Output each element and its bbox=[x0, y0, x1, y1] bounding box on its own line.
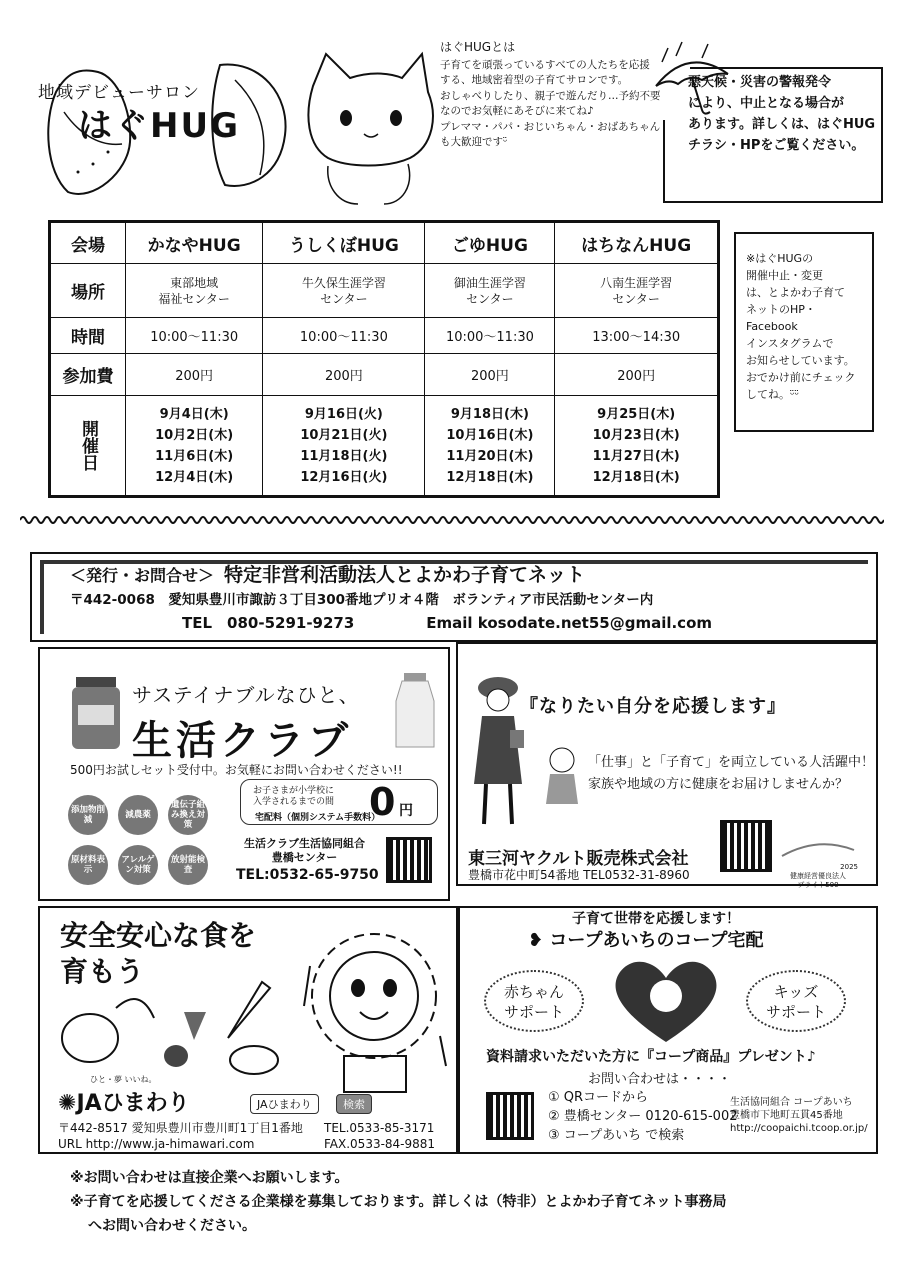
place-cell bbox=[425, 264, 555, 318]
place-cell bbox=[555, 264, 719, 318]
fee-cell: 200円 bbox=[425, 354, 555, 396]
date: 11月20日(木) bbox=[446, 448, 534, 464]
dates-cell bbox=[555, 396, 719, 497]
note-line: ※はぐHUGの bbox=[746, 252, 814, 265]
ja-address: 〒442-8517 愛知県豊川市豊川町1丁目1番地 bbox=[58, 1121, 303, 1135]
seikatsu-tel: TEL:0532-65-9750 bbox=[236, 867, 379, 883]
note-line: してね。ᵕ̈ᵕ̈ bbox=[746, 388, 800, 401]
date: 11月27日(木) bbox=[592, 448, 680, 464]
place-line: 東部地域 bbox=[170, 275, 219, 290]
coop-step: ② 豊橋センター 0120-615-002 bbox=[548, 1109, 738, 1124]
publisher-address: 〒442-0068 愛知県豊川市諏訪３丁目300番地プリオ４階 ボランティア市民活動センター内 bbox=[70, 592, 654, 608]
dates-cell bbox=[425, 396, 555, 497]
publisher-tel: TEL 080-5291-9273 bbox=[182, 614, 355, 632]
weather-line: チラシ・HPをご覧ください。 bbox=[688, 138, 865, 153]
ja-address-block bbox=[58, 1120, 303, 1152]
note-line: は、とよかわ子育て bbox=[746, 286, 845, 299]
yakult-address: 豊橋市花中町54番地 TEL0532-31-8960 bbox=[468, 868, 690, 882]
place-line: 御油生涯学習 bbox=[453, 275, 526, 290]
free-delivery-fee-label: 宅配料（個別システム手数料） bbox=[255, 813, 381, 823]
time-cell: 10:00〜11:30 bbox=[425, 318, 555, 354]
place-line: センター bbox=[612, 291, 660, 306]
badge-gmo: 遺伝子組み換え対策 bbox=[168, 795, 208, 835]
coop-step: ③ コープあいち で検索 bbox=[548, 1128, 685, 1143]
badge-ingredients: 原材料表示 bbox=[68, 845, 108, 885]
header-dates bbox=[50, 396, 126, 497]
bubble-line: サポート bbox=[503, 1003, 564, 1021]
dates-cell bbox=[126, 396, 263, 497]
about-line: する、地域密着型の子育てサロンです。 bbox=[440, 74, 629, 86]
date: 10月16日(木) bbox=[446, 427, 534, 443]
dates-cell bbox=[263, 396, 425, 497]
venue-goyu: ごゆHUG bbox=[425, 222, 555, 264]
fee-cell: 200円 bbox=[555, 354, 719, 396]
date: 9月18日(木) bbox=[450, 406, 529, 422]
footer-notes bbox=[70, 1166, 727, 1238]
coop-org-block bbox=[730, 1096, 868, 1135]
about-line: おしゃべりしたり、親子で遊んだり…予約不要 bbox=[440, 89, 661, 102]
about-line: 子育てを頑張っているすべての人たちを応援 bbox=[440, 58, 650, 71]
date: 12月16日(火) bbox=[300, 469, 388, 485]
about-line: なのでお気軽にあそびに来てね♪ bbox=[440, 105, 594, 117]
publisher-email: Email kosodate.net55@gmail.com bbox=[426, 614, 713, 632]
publisher-label: ＜発行・お問合せ＞ bbox=[70, 566, 215, 585]
table-row bbox=[50, 318, 719, 354]
weather-line: により、中止となる場合が bbox=[688, 96, 845, 111]
footer-line: へお問い合わせください。 bbox=[88, 1218, 256, 1234]
milk-bottle-illustration bbox=[390, 671, 440, 751]
date: 12月18日(木) bbox=[592, 469, 680, 485]
ad-ja-himawari bbox=[38, 906, 460, 1154]
footer-line: ※お問い合わせは直接企業へお願いします。 bbox=[70, 1170, 349, 1186]
ja-url: URL http://www.ja-himawari.com bbox=[58, 1137, 255, 1151]
note-line: おでかけ前にチェック bbox=[746, 371, 856, 384]
yakult-qr-code[interactable] bbox=[720, 820, 772, 872]
place-cell bbox=[126, 264, 263, 318]
place-line: 八南生涯学習 bbox=[600, 275, 673, 290]
ja-search-button[interactable]: 検索 bbox=[336, 1094, 372, 1114]
cert-year: 2025 bbox=[840, 863, 858, 871]
badge-radiation: 放射能検査 bbox=[168, 845, 208, 885]
free-line: 入学されるまでの間 bbox=[253, 797, 335, 807]
note-line: 開催中止・変更 bbox=[746, 269, 823, 282]
coop-inquiry: お問い合わせは・・・・ bbox=[588, 1072, 732, 1087]
note-line: ネットのHP・ bbox=[746, 303, 816, 316]
seikatsu-coop-name bbox=[244, 837, 365, 865]
coop-line: 生活クラブ生活協同組合 bbox=[244, 837, 365, 850]
bubble-line: キッズ bbox=[773, 983, 819, 1001]
yakult-message bbox=[588, 752, 874, 796]
ja-logo-text: JAひまわり bbox=[76, 1091, 190, 1116]
coop-org: 生活協同組合 コープあいち bbox=[730, 1097, 853, 1108]
seikatsu-brand: 生活クラブ bbox=[132, 718, 352, 764]
free-zero: 0 bbox=[369, 780, 396, 824]
date: 11月6日(木) bbox=[155, 448, 234, 464]
coop-logo-icon: ❥ bbox=[528, 930, 550, 951]
heart-mascot-illustration bbox=[606, 956, 726, 1046]
table-row bbox=[50, 222, 719, 264]
header-time: 時間 bbox=[50, 318, 126, 354]
weather-line: 悪天候・災害の警報発令 bbox=[688, 75, 832, 90]
coop-line: 豊橋センター bbox=[271, 851, 338, 864]
date: 9月4日(木) bbox=[159, 406, 229, 422]
ja-fax: FAX.0533-84-9881 bbox=[324, 1137, 436, 1151]
cert-label: 健康経営優良法人 bbox=[790, 872, 846, 880]
coop-present: 資料請求いただいた方に『コープ商品』プレゼント♪ bbox=[486, 1049, 816, 1065]
page-title: はぐHUG bbox=[78, 106, 240, 146]
about-heading: はぐHUGとは bbox=[440, 40, 516, 54]
child-illustration bbox=[538, 744, 588, 814]
header-dates-text: 開催日 bbox=[78, 420, 98, 471]
cat-character-illustration bbox=[298, 46, 438, 206]
date: 10月2日(木) bbox=[155, 427, 234, 443]
coop-org-url[interactable]: http://coopaichi.tcoop.or.jp/ bbox=[730, 1123, 868, 1134]
badge-allergen: アレルゲン対策 bbox=[118, 845, 158, 885]
time-cell: 13:00〜14:30 bbox=[555, 318, 719, 354]
salon-subtitle: 地域デビューサロン bbox=[38, 83, 200, 103]
note-line: お知らせしています。 bbox=[746, 354, 855, 367]
cert-swoosh-icon bbox=[778, 840, 858, 860]
vegetables-illustration bbox=[56, 978, 286, 1078]
about-hughug bbox=[440, 40, 665, 151]
note-line: Facebook bbox=[746, 320, 798, 333]
ja-headline-line: 安全安心な食を bbox=[60, 919, 257, 952]
coop-org-addr: 豊橋市下地町五貫45番地 bbox=[730, 1110, 843, 1121]
venue-kanaya: かなやHUG bbox=[126, 222, 263, 264]
publisher-contact bbox=[182, 612, 712, 633]
place-line: 福祉センター bbox=[158, 291, 230, 306]
time-cell: 10:00〜11:30 bbox=[126, 318, 263, 354]
sunflower-character-illustration bbox=[290, 926, 450, 1096]
weather-notice bbox=[688, 72, 888, 156]
fee-cell: 200円 bbox=[126, 354, 263, 396]
ja-headline-line: 育もう bbox=[60, 955, 145, 988]
place-cell bbox=[263, 264, 425, 318]
free-yen: 円 bbox=[399, 803, 413, 819]
kids-support-bubble bbox=[746, 970, 846, 1032]
ja-tel: TEL.0533-85-3171 bbox=[324, 1121, 435, 1135]
date: 10月23日(木) bbox=[592, 427, 680, 443]
place-line: 牛久保生涯学習 bbox=[301, 275, 386, 290]
coop-top-message: 子育て世帯を応援します！ bbox=[572, 911, 740, 927]
header-venue: 会場 bbox=[50, 222, 126, 264]
weather-line: あります。詳しくは、はぐHUG bbox=[688, 117, 876, 132]
ad-seikatsu-club bbox=[38, 647, 450, 901]
coop-qr-code[interactable] bbox=[486, 1092, 534, 1140]
coop-steps bbox=[548, 1088, 738, 1145]
ja-logo bbox=[58, 1086, 190, 1117]
time-cell: 10:00〜11:30 bbox=[263, 318, 425, 354]
ja-search-box[interactable]: JAひまわり bbox=[250, 1094, 319, 1114]
free-delivery-box bbox=[240, 779, 438, 825]
note-line: インスタグラムで bbox=[746, 337, 834, 350]
place-line: センター bbox=[320, 291, 368, 306]
free-delivery-text bbox=[253, 786, 334, 808]
fee-cell: 200円 bbox=[263, 354, 425, 396]
free-line: お子さまが小学校に bbox=[253, 786, 335, 796]
footer-line: ※子育てを応援してくださる企業様を募集しております。詳しくは（特非）とよかわ子育てネット事務局 bbox=[70, 1194, 727, 1210]
publisher-box bbox=[30, 552, 878, 642]
badge-pesticide: 減農薬 bbox=[118, 795, 158, 835]
venue-hachinan: はちなんHUG bbox=[555, 222, 719, 264]
wavy-divider bbox=[20, 512, 884, 528]
place-line: センター bbox=[466, 291, 514, 306]
yakult-company: 東三河ヤクルト販売株式会社 bbox=[468, 849, 689, 869]
date: 11月18日(火) bbox=[300, 448, 388, 464]
ja-ruby: ひと・夢 いいね。 bbox=[90, 1075, 157, 1084]
baby-support-bubble bbox=[484, 970, 584, 1032]
table-row bbox=[50, 354, 719, 396]
coop-brand-text: コープあいちのコープ宅配 bbox=[549, 930, 764, 951]
table-row bbox=[50, 264, 719, 318]
date: 12月4日(木) bbox=[155, 469, 234, 485]
table-row bbox=[50, 396, 719, 497]
ja-phone-block bbox=[324, 1120, 435, 1152]
bubble-line: 赤ちゃん bbox=[503, 983, 564, 1001]
cancellation-note bbox=[734, 232, 874, 432]
coop-brand bbox=[528, 926, 764, 952]
seikatsu-trial: 500円お試しセット受付中。お気軽にお問い合わせください!! bbox=[70, 763, 403, 777]
bubble-line: サポート bbox=[765, 1003, 826, 1021]
date: 10月21日(火) bbox=[300, 427, 388, 443]
venue-ushikubo: うしくぼHUG bbox=[263, 222, 425, 264]
date: 9月25日(木) bbox=[597, 406, 676, 422]
seikatsu-qr-code[interactable] bbox=[386, 837, 432, 883]
seikatsu-tagline: サステイナブルなひと、 bbox=[132, 683, 360, 707]
about-line: も大歓迎ですᵕ̈ bbox=[440, 136, 508, 148]
coop-step: ① QRコードから bbox=[548, 1090, 649, 1105]
publisher-name: 特定非営利活動法人とよかわ子育てネット bbox=[224, 564, 586, 586]
schedule-table bbox=[48, 220, 720, 498]
sunflower-logo-icon: ✺ bbox=[58, 1091, 77, 1116]
publisher-heading bbox=[70, 560, 585, 587]
jam-jar-illustration bbox=[66, 673, 126, 753]
header-fee: 参加費 bbox=[50, 354, 126, 396]
yakult-msg-line: 家族や地域の方に健康をお届けしませんか？ bbox=[588, 777, 849, 792]
header-place: 場所 bbox=[50, 264, 126, 318]
health-cert-mark bbox=[778, 840, 858, 890]
yakult-slogan: 『なりたい自分を応援します』 bbox=[520, 696, 786, 717]
yakult-msg-line: 「仕事」と「子育て」を両立している人活躍中！ bbox=[588, 755, 875, 770]
date: 9月16日(火) bbox=[304, 406, 383, 422]
badge-additive: 添加物削減 bbox=[68, 795, 108, 835]
ad-coop-aichi bbox=[456, 906, 878, 1154]
about-line: プレママ・パパ・おじいちゃん・おばあちゃん bbox=[440, 120, 661, 133]
cert-label: ブライト500 bbox=[797, 881, 839, 889]
ad-yakult bbox=[456, 642, 878, 889]
date: 12月18日(木) bbox=[446, 469, 534, 485]
